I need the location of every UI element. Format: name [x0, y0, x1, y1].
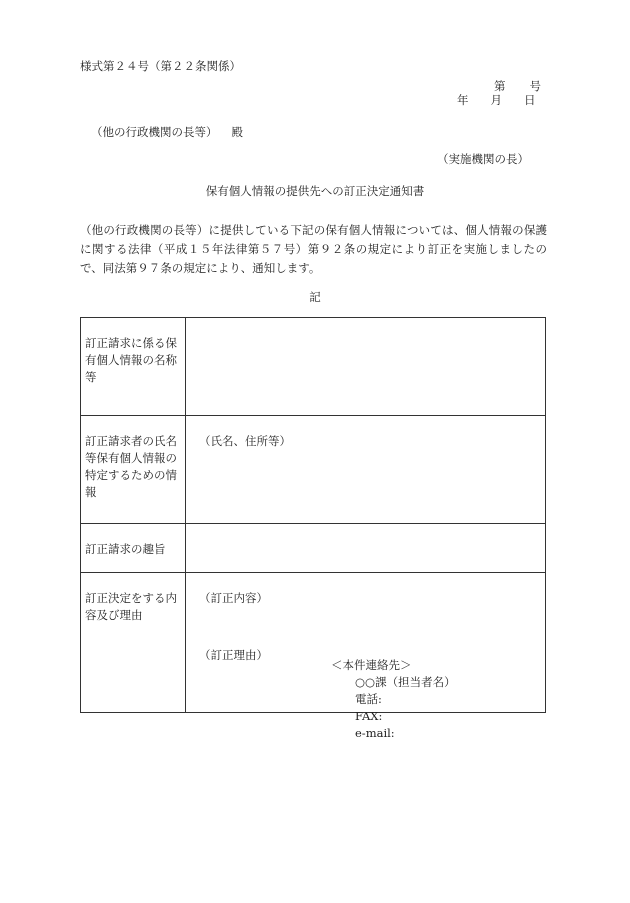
table-row — [81, 573, 546, 713]
row-label-requester: 訂正請求者の氏名等保有個人情報の特定するための情報 — [81, 416, 186, 524]
row-value-info-name — [186, 318, 546, 416]
row-label-purpose: 訂正請求の趣旨 — [81, 524, 186, 573]
row-value-requester: （氏名、住所等） — [186, 416, 546, 524]
date-month: 月 — [490, 93, 502, 107]
details-table — [80, 317, 546, 713]
date-day: 日 — [524, 93, 536, 107]
document-date — [457, 92, 536, 109]
contact-department: ○○課（担当者名） — [355, 675, 456, 689]
sender: （実施機関の長） — [437, 152, 529, 166]
table-row — [81, 524, 546, 573]
document-title: 保有個人情報の提供先への訂正決定通知書 — [205, 184, 425, 198]
addressee — [91, 124, 243, 141]
contact-heading: ＜本件連絡先＞ — [331, 658, 412, 672]
body-text: （他の行政機関の長等）に提供している下記の保有個人情報については、個人情報の保護に関する法律（平成１５年法律第５７号）第９２条の規定により訂正を実施しましたので、同法第９７条の規定により、通知します。 — [80, 223, 547, 275]
row-label-decision: 訂正決定をする内容及び理由 — [81, 573, 186, 713]
ki-heading: 記 — [309, 290, 321, 304]
addressee-honorific: 殿 — [231, 125, 243, 139]
contact-fax: FAX: — [355, 709, 383, 723]
form-number: 様式第２４号（第２２条関係） — [80, 59, 241, 73]
doc-number-suffix: 号 — [529, 79, 541, 93]
table-row — [81, 416, 546, 524]
row-label-info-name: 訂正請求に係る保有個人情報の名称等 — [81, 318, 186, 416]
doc-number-prefix: 第 — [494, 79, 506, 93]
contact-phone: 電話: — [355, 692, 382, 706]
contact-block — [331, 657, 456, 742]
contact-email: e-mail: — [355, 726, 395, 740]
table-row — [81, 318, 546, 416]
addressee-name: （他の行政機関の長等） — [91, 125, 218, 139]
date-year: 年 — [457, 93, 469, 107]
correction-reason: （訂正理由） — [199, 648, 268, 662]
correction-content: （訂正内容） — [199, 591, 268, 605]
row-value-purpose — [186, 524, 546, 573]
